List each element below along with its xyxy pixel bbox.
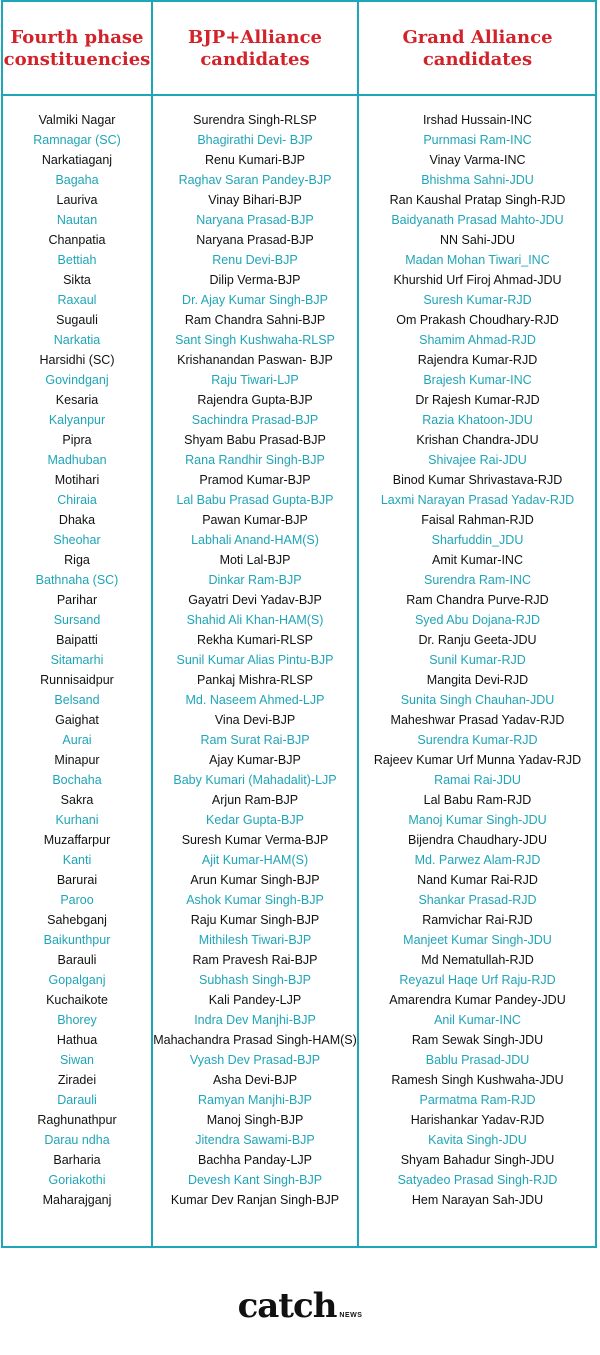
bjp-candidate-cell: Mithilesh Tiwari-BJP [198, 933, 312, 947]
grand-alliance-candidate-cell: Suresh Kumar-RJD [423, 293, 532, 307]
table-row [0, 550, 600, 570]
constituency-cell: Hathua [56, 1033, 98, 1047]
grand-alliance-candidate-cell: Shivajee Rai-JDU [428, 453, 527, 467]
bjp-candidate-cell: Suresh Kumar Verma-BJP [181, 833, 329, 847]
grand-alliance-candidate-cell: Laxmi Narayan Prasad Yadav-RJD [380, 493, 575, 507]
grand-alliance-candidate-cell: Ramesh Singh Kushwaha-JDU [391, 1073, 564, 1087]
table-row [0, 950, 600, 970]
bjp-candidate-cell: Mahachandra Prasad Singh-HAM(S) [153, 1033, 357, 1047]
grand-alliance-candidate-cell: Sharfuddin_JDU [431, 533, 524, 547]
constituency-cell: Bettiah [57, 253, 97, 267]
bjp-candidate-cell: Raghav Saran Pandey-BJP [178, 173, 332, 187]
table-row [0, 830, 600, 850]
bjp-candidate-cell: Ram Chandra Sahni-BJP [184, 313, 326, 327]
table-row [0, 1030, 600, 1050]
table-row [0, 1190, 600, 1210]
bjp-candidate-cell: Gayatri Devi Yadav-BJP [188, 593, 322, 607]
grand-alliance-candidate-cell: Hem Narayan Sah-JDU [411, 1193, 544, 1207]
constituency-cell: Runnisaidpur [40, 673, 114, 687]
grand-alliance-candidate-cell: Nand Kumar Rai-RJD [417, 873, 538, 887]
bjp-candidate-cell: Ashok Kumar Singh-BJP [186, 893, 324, 907]
grand-alliance-candidate-cell: Krishan Chandra-JDU [416, 433, 539, 447]
grand-alliance-candidate-cell: Om Prakash Choudhary-RJD [396, 313, 559, 327]
constituency-cell: Bhorey [57, 1013, 97, 1027]
grand-alliance-candidate-cell: Parmatma Ram-RJD [419, 1093, 536, 1107]
constituency-cell: Minapur [54, 753, 100, 767]
bjp-candidate-cell: Md. Naseem Ahmed-LJP [185, 693, 325, 707]
grand-alliance-candidate-cell: Mangita Devi-RJD [426, 673, 529, 687]
grand-alliance-candidate-cell: Sunil Kumar-RJD [429, 653, 526, 667]
grand-alliance-candidate-cell: Bablu Prasad-JDU [425, 1053, 530, 1067]
constituency-cell: Pipra [62, 433, 92, 447]
constituency-cell: Muzaffarpur [43, 833, 111, 847]
table-row [0, 110, 600, 130]
constituency-cell: Kanti [62, 853, 92, 867]
constituency-cell: Nautan [56, 213, 98, 227]
constituency-cell: Kesaria [55, 393, 99, 407]
bjp-candidate-cell: Vina Devi-BJP [214, 713, 296, 727]
table-row [0, 790, 600, 810]
constituency-cell: Siwan [59, 1053, 95, 1067]
grand-alliance-candidate-cell: Harishankar Yadav-RJD [410, 1113, 545, 1127]
table-row [0, 1090, 600, 1110]
grand-alliance-candidate-cell: Md. Parwez Alam-RJD [414, 853, 541, 867]
table-row [0, 910, 600, 930]
table-row [0, 810, 600, 830]
bjp-candidate-cell: Ajay Kumar-BJP [209, 753, 301, 767]
header-grand-alliance: Grand Alliance candidates [402, 27, 553, 70]
grand-alliance-candidate-cell: Manjeet Kumar Singh-JDU [403, 933, 552, 947]
table-row [0, 1130, 600, 1150]
constituency-cell: Narkatia [53, 333, 101, 347]
table-row [0, 670, 600, 690]
bjp-candidate-cell: Baby Kumari (Mahadalit)-LJP [173, 773, 337, 787]
constituency-cell: Narkatiaganj [41, 153, 113, 167]
table-row [0, 930, 600, 950]
table-row [0, 1010, 600, 1030]
table-row [0, 310, 600, 330]
grand-alliance-candidate-cell: Baidyanath Prasad Mahto-JDU [391, 213, 564, 227]
bjp-candidate-cell: Ramyan Manjhi-BJP [198, 1093, 312, 1107]
constituency-cell: Govindganj [45, 373, 109, 387]
bjp-candidate-cell: Vinay Bihari-BJP [208, 193, 302, 207]
bjp-candidate-cell: Kedar Gupta-BJP [206, 813, 304, 827]
bjp-candidate-cell: Ram Pravesh Rai-BJP [192, 953, 318, 967]
bjp-candidate-cell: Bachha Panday-LJP [198, 1153, 312, 1167]
grand-alliance-candidate-cell: Dr. Ranju Geeta-JDU [418, 633, 537, 647]
constituency-cell: Kuchaikote [46, 993, 108, 1007]
grand-alliance-candidate-cell: Surendra Kumar-RJD [417, 733, 538, 747]
grand-alliance-candidate-cell: Khurshid Urf Firoj Ahmad-JDU [393, 273, 562, 287]
table-row [0, 710, 600, 730]
grand-alliance-candidate-cell: Shyam Bahadur Singh-JDU [400, 1153, 555, 1167]
bjp-candidate-cell: Renu Devi-BJP [212, 253, 298, 267]
table-row [0, 1170, 600, 1190]
grand-alliance-candidate-cell: Ramai Rai-JDU [434, 773, 521, 787]
bjp-candidate-cell: Arjun Ram-BJP [211, 793, 299, 807]
table-row [0, 750, 600, 770]
bjp-candidate-cell: Kali Pandey-LJP [208, 993, 302, 1007]
table-row [0, 190, 600, 210]
bjp-candidate-cell: Raju Kumar Singh-BJP [190, 913, 320, 927]
header-divider [1, 94, 597, 96]
constituency-cell: Sikta [63, 273, 91, 287]
table-row [0, 870, 600, 890]
grand-alliance-candidate-cell: Bijendra Chaudhary-JDU [408, 833, 547, 847]
bjp-candidate-cell: Devesh Kant Singh-BJP [187, 1173, 323, 1187]
table-row [0, 890, 600, 910]
table-row [0, 570, 600, 590]
table-row [0, 370, 600, 390]
constituency-cell: Chanpatia [48, 233, 106, 247]
grand-alliance-candidate-cell: Dr Rajesh Kumar-RJD [415, 393, 540, 407]
bjp-candidate-cell: Raju Tiwari-LJP [211, 373, 299, 387]
table-row [0, 330, 600, 350]
grand-alliance-candidate-cell: Razia Khatoon-JDU [422, 413, 533, 427]
grand-alliance-candidate-cell: NN Sahi-JDU [439, 233, 515, 247]
bjp-candidate-cell: Ajit Kumar-HAM(S) [201, 853, 309, 867]
bjp-candidate-cell: Indra Dev Manjhi-BJP [194, 1013, 316, 1027]
bjp-candidate-cell: Dinkar Ram-BJP [208, 573, 302, 587]
bjp-candidate-cell: Asha Devi-BJP [212, 1073, 298, 1087]
constituency-cell: Paroo [60, 893, 94, 907]
table-row [0, 1050, 600, 1070]
table-body [0, 110, 600, 1210]
table-row [0, 850, 600, 870]
table-row [0, 730, 600, 750]
constituency-cell: Bathnaha (SC) [35, 573, 119, 587]
constituency-cell: Sakra [60, 793, 94, 807]
constituency-cell: Sugauli [56, 313, 98, 327]
constituency-cell: Chiraia [57, 493, 97, 507]
table-row [0, 1070, 600, 1090]
table-row [0, 150, 600, 170]
grand-alliance-candidate-cell: Lal Babu Ram-RJD [423, 793, 532, 807]
constituency-cell: Dhaka [58, 513, 96, 527]
constituency-cell: Madhuban [47, 453, 107, 467]
bjp-candidate-cell: Kumar Dev Ranjan Singh-BJP [170, 1193, 340, 1207]
table-row [0, 650, 600, 670]
grand-alliance-candidate-cell: Ran Kaushal Pratap Singh-RJD [389, 193, 566, 207]
table-row [0, 770, 600, 790]
constituency-cell: Barurai [56, 873, 98, 887]
table-row [0, 470, 600, 490]
table-row [0, 530, 600, 550]
grand-alliance-candidate-cell: Amarendra Kumar Pandey-JDU [389, 993, 566, 1007]
constituency-cell: Ramnagar (SC) [33, 133, 121, 147]
grand-alliance-candidate-cell: Madan Mohan Tiwari_INC [405, 253, 550, 267]
constituency-cell: Maharajganj [42, 1193, 112, 1207]
grand-alliance-candidate-cell: Shankar Prasad-RJD [418, 893, 537, 907]
constituency-cell: Gaighat [55, 713, 99, 727]
constituency-cell: Sheohar [53, 533, 101, 547]
table-row [0, 290, 600, 310]
bjp-candidate-cell: Labhali Anand-HAM(S) [191, 533, 319, 547]
grand-alliance-candidate-cell: Anil Kumar-INC [434, 1013, 521, 1027]
constituency-cell: Kalyanpur [48, 413, 106, 427]
grand-alliance-candidate-cell: Reyazul Haqe Urf Raju-RJD [399, 973, 556, 987]
grand-alliance-candidate-cell: Amit Kumar-INC [432, 553, 523, 567]
table-row [0, 990, 600, 1010]
table-row [0, 130, 600, 150]
table-row [0, 610, 600, 630]
bjp-candidate-cell: Pankaj Mishra-RLSP [196, 673, 313, 687]
table-row [0, 410, 600, 430]
bjp-candidate-cell: Moti Lal-BJP [219, 553, 291, 567]
catch-news-logo [0, 1283, 600, 1326]
constituency-cell: Gopalganj [48, 973, 106, 987]
constituency-cell: Barauli [57, 953, 97, 967]
bjp-candidate-cell: Arun Kumar Singh-BJP [190, 873, 320, 887]
bjp-candidate-cell: Shahid Ali Khan-HAM(S) [186, 613, 324, 627]
constituency-cell: Aurai [62, 733, 92, 747]
constituency-cell: Darau ndha [44, 1133, 110, 1147]
grand-alliance-candidate-cell: Rajeev Kumar Urf Munna Yadav-RJD [373, 753, 582, 767]
grand-alliance-candidate-cell: Irshad Hussain-INC [422, 113, 533, 127]
constituency-cell: Kurhani [55, 813, 99, 827]
grand-alliance-candidate-cell: Kavita Singh-JDU [428, 1133, 527, 1147]
table-row [0, 230, 600, 250]
grand-alliance-candidate-cell: Vinay Varma-INC [429, 153, 526, 167]
constituency-cell: Bagaha [55, 173, 99, 187]
grand-alliance-candidate-cell: Md Nematullah-RJD [421, 953, 534, 967]
constituency-cell: Sursand [53, 613, 101, 627]
bjp-candidate-cell: Pramod Kumar-BJP [199, 473, 311, 487]
bjp-candidate-cell: Shyam Babu Prasad-BJP [184, 433, 326, 447]
bjp-candidate-cell: Dr. Ajay Kumar Singh-BJP [182, 293, 328, 307]
grand-alliance-candidate-cell: Faisal Rahman-RJD [421, 513, 534, 527]
table-row [0, 630, 600, 650]
bjp-candidate-cell: Rana Randhir Singh-BJP [185, 453, 325, 467]
grand-alliance-candidate-cell: Binod Kumar Shrivastava-RJD [392, 473, 563, 487]
table-row [0, 250, 600, 270]
grand-alliance-candidate-cell: Maheshwar Prasad Yadav-RJD [390, 713, 565, 727]
constituency-cell: Bochaha [52, 773, 102, 787]
table-row [0, 1150, 600, 1170]
bjp-candidate-cell: Manoj Singh-BJP [206, 1113, 304, 1127]
bjp-candidate-cell: Rekha Kumari-RLSP [196, 633, 313, 647]
bjp-candidate-cell: Dilip Verma-BJP [209, 273, 301, 287]
logo-wordmark: catch [237, 1286, 337, 1326]
table-row [0, 430, 600, 450]
grand-alliance-candidate-cell: Sunita Singh Chauhan-JDU [400, 693, 555, 707]
constituency-cell: Riga [64, 553, 90, 567]
bjp-candidate-cell: Naryana Prasad-BJP [196, 213, 314, 227]
table-row [0, 1110, 600, 1130]
constituency-cell: Baikunthpur [43, 933, 111, 947]
grand-alliance-candidate-cell: Surendra Ram-INC [424, 573, 531, 587]
table-row [0, 970, 600, 990]
bjp-candidate-cell: Sant Singh Kushwaha-RLSP [175, 333, 335, 347]
bjp-candidate-cell: Naryana Prasad-BJP [196, 233, 314, 247]
bjp-candidate-cell: Vyash Dev Prasad-BJP [189, 1053, 321, 1067]
grand-alliance-candidate-cell: Manoj Kumar Singh-JDU [408, 813, 547, 827]
constituency-cell: Harsidhi (SC) [39, 353, 115, 367]
table-row [0, 210, 600, 230]
bjp-candidate-cell: Sachindra Prasad-BJP [191, 413, 319, 427]
constituency-cell: Baipatti [56, 633, 98, 647]
constituency-cell: Barharia [53, 1153, 101, 1167]
constituency-cell: Sitamarhi [50, 653, 104, 667]
constituency-cell: Parihar [56, 593, 98, 607]
grand-alliance-candidate-cell: Ramvichar Rai-RJD [422, 913, 533, 927]
constituency-cell: Motihari [54, 473, 100, 487]
grand-alliance-candidate-cell: Shamim Ahmad-RJD [419, 333, 536, 347]
constituency-cell: Valmiki Nagar [38, 113, 116, 127]
bjp-candidate-cell: Bhagirathi Devi- BJP [197, 133, 313, 147]
table-row [0, 510, 600, 530]
bjp-candidate-cell: Rajendra Gupta-BJP [197, 393, 313, 407]
table-row [0, 270, 600, 290]
bjp-candidate-cell: Renu Kumari-BJP [204, 153, 306, 167]
table-row [0, 390, 600, 410]
grand-alliance-candidate-cell: Syed Abu Dojana-RJD [414, 613, 541, 627]
header-bjp-alliance: BJP+Alliance candidates [188, 27, 322, 70]
constituency-cell: Lauriva [56, 193, 98, 207]
header-constituencies: Fourth phase constituencies [3, 27, 151, 70]
constituency-cell: Belsand [54, 693, 100, 707]
constituency-cell: Darauli [57, 1093, 97, 1107]
constituency-cell: Raxaul [57, 293, 97, 307]
table-row [0, 170, 600, 190]
constituency-cell: Ziradei [57, 1073, 97, 1087]
logo-subtext: NEWS [339, 1312, 363, 1319]
grand-alliance-candidate-cell: Brajesh Kumar-INC [423, 373, 532, 387]
grand-alliance-candidate-cell: Ram Sewak Singh-JDU [411, 1033, 544, 1047]
table-row [0, 590, 600, 610]
grand-alliance-candidate-cell: Ram Chandra Purve-RJD [406, 593, 549, 607]
table-row [0, 690, 600, 710]
grand-alliance-candidate-cell: Satyadeo Prasad Singh-RJD [397, 1173, 558, 1187]
bjp-candidate-cell: Subhash Singh-BJP [199, 973, 311, 987]
constituency-cell: Goriakothi [48, 1173, 106, 1187]
bjp-candidate-cell: Sunil Kumar Alias Pintu-BJP [176, 653, 334, 667]
grand-alliance-candidate-cell: Bhishma Sahni-JDU [421, 173, 534, 187]
table-row [0, 450, 600, 470]
grand-alliance-candidate-cell: Rajendra Kumar-RJD [417, 353, 538, 367]
constituency-cell: Sahebganj [47, 913, 107, 927]
table-row [0, 490, 600, 510]
bjp-candidate-cell: Lal Babu Prasad Gupta-BJP [176, 493, 334, 507]
bjp-candidate-cell: Krishanandan Paswan- BJP [177, 353, 333, 367]
grand-alliance-candidate-cell: Purnmasi Ram-INC [423, 133, 532, 147]
table-row [0, 350, 600, 370]
constituency-cell: Raghunathpur [37, 1113, 117, 1127]
bjp-candidate-cell: Jitendra Sawami-BJP [195, 1133, 315, 1147]
bjp-candidate-cell: Surendra Singh-RLSP [193, 113, 317, 127]
bjp-candidate-cell: Pawan Kumar-BJP [202, 513, 308, 527]
bjp-candidate-cell: Ram Surat Rai-BJP [200, 733, 310, 747]
